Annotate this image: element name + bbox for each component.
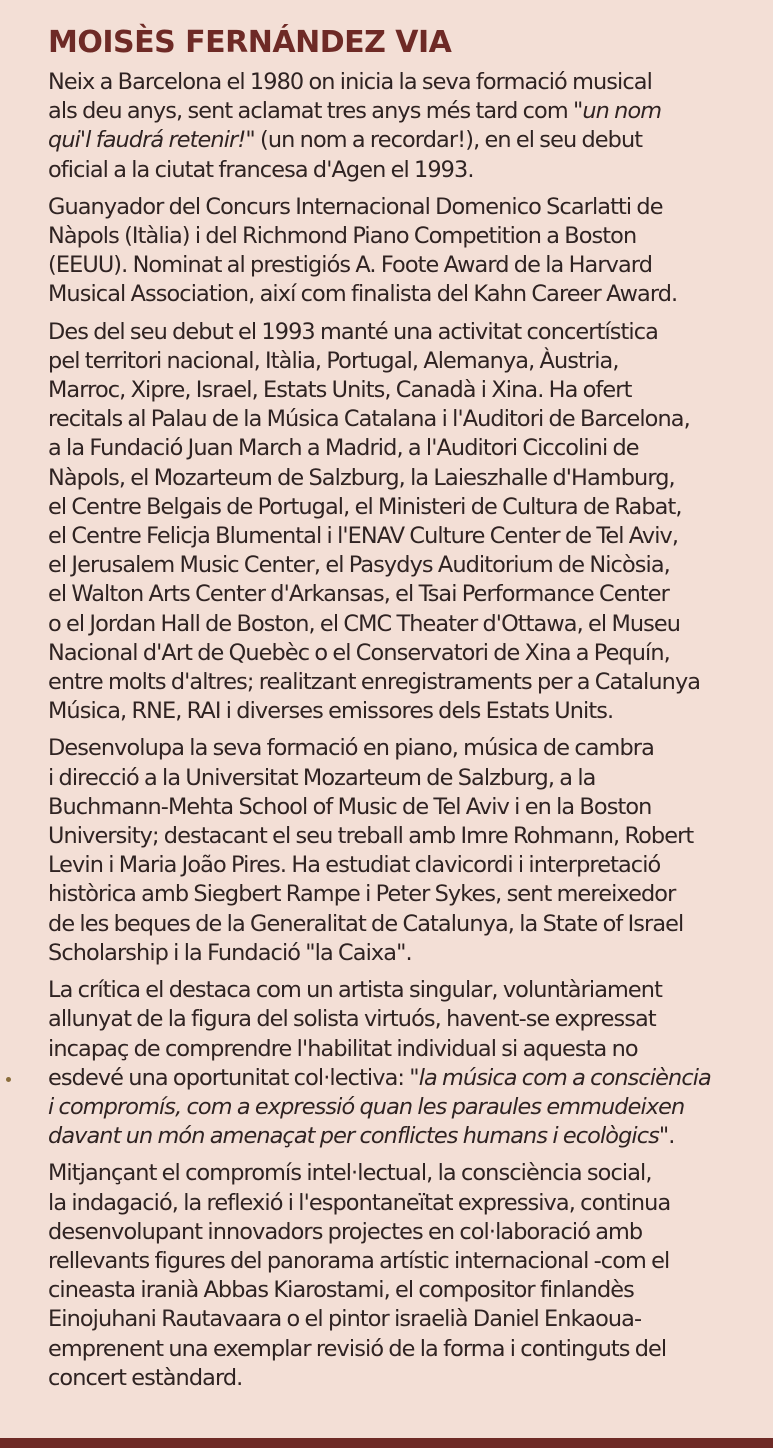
page-title: MOISÈS FERNÁNDEZ VIA [48, 25, 452, 60]
text-line: i direcció a la Universitat Mozarteum de Salzburg, a la [48, 764, 596, 791]
paragraph-awards [48, 193, 720, 310]
text-line: Des del seu debut el 1993 manté una activitat concertística [48, 318, 658, 345]
text-line: o el Jordan Hall de Boston, el CMC Theater d'Ottawa, el Museu [48, 610, 681, 637]
text-line [48, 126, 720, 155]
text-line: Marroc, Xipre, Israel, Estats Units, Canadà i Xina. Ha ofert [48, 377, 632, 404]
quote-italic: qui'l faudrá retenir! [48, 127, 246, 154]
text-line: el Jerusalem Music Center, el Pasydys Auditorium de Nicòsia, [48, 552, 670, 579]
text-span: esdevé una oportunitat col·lectiva: " [48, 1064, 419, 1091]
text-line: oficial a la ciutat francesa d'Agen el 1993. [48, 156, 474, 183]
text-line: Levin i Maria João Pires. Ha estudiat clavicordi i interpretació [48, 852, 661, 879]
text-line: rellevants figures del panorama artístic internacional -com el [48, 1247, 670, 1274]
text-line: emprenent una exemplar revisió de la forma i continguts del [48, 1335, 667, 1362]
text-line: allunyat de la figura del solista virtuós, havent-se expressat [48, 1006, 656, 1033]
quote-italic: la música com a consciència [418, 1064, 711, 1091]
text-line: Guanyador del Concurs Internacional Domenico Scarlatti de [48, 193, 663, 220]
quote-italic: davant un món amenaçat per conflictes humans i ecològics [48, 1123, 659, 1150]
biography-body [48, 68, 720, 1401]
text-line [48, 1093, 720, 1122]
text-line: Musical Association, així com finalista del Kahn Career Award. [48, 281, 678, 308]
text-line: cineasta iranià Abbas Kiarostami, el compositor finlandès [48, 1277, 634, 1304]
quote-italic: i compromís, com a expressió quan les paraules emmudeixen [48, 1093, 685, 1120]
text-line: (EEUU). Nominat al prestigiós A. Foote Award de la Harvard [48, 252, 653, 279]
text-line [48, 1064, 720, 1093]
text-line: Scholarship i la Fundació "la Caixa". [48, 939, 412, 966]
text-line: històrica amb Siegbert Rampe i Peter Sykes, sent mereixedor [48, 881, 676, 908]
text-line: Neix a Barcelona el 1980 on inicia la seva formació musical [48, 69, 652, 95]
text-span: " (un nom a recordar!), en el seu debut [245, 127, 643, 154]
paragraph-projects [48, 1159, 720, 1393]
text-line: Nàpols (Itàlia) i del Richmond Piano Competition a Boston [48, 223, 637, 250]
text-line: Mitjançant el compromís intel·lectual, la consciència social, [48, 1160, 652, 1187]
text-line: University; destacant el seu treball amb Imre Rohmann, Robert [48, 823, 694, 850]
text-line: a la Fundació Juan March a Madrid, a l'Auditori Ciccolini de [48, 435, 639, 462]
paper-speck [6, 1077, 11, 1082]
text-line: recitals al Palau de la Música Catalana i l'Auditori de Barcelona, [48, 406, 690, 433]
paragraph-concerts [48, 318, 720, 727]
bottom-border-bar [0, 1438, 773, 1448]
text-line: Buchmann-Mehta School of Music de Tel Aviv i en la Boston [48, 793, 652, 820]
text-line: La crítica el destaca com un artista singular, voluntàriament [48, 977, 662, 1004]
text-line: desenvolupant innovadors projectes en col·laboració amb [48, 1218, 643, 1245]
text-line: de les beques de la Generalitat de Catalunya, la State of Israel [48, 910, 684, 937]
paragraph-critics [48, 976, 720, 1151]
text-line: el Centre Felicja Blumental i l'ENAV Culture Center de Tel Aviv, [48, 523, 679, 550]
text-line [48, 97, 720, 126]
quote-italic: un nom [582, 98, 662, 125]
text-line: entre molts d'altres; realitzant enregistraments per a Catalunya [48, 669, 701, 696]
text-line: el Walton Arts Center d'Arkansas, el Tsai Performance Center [48, 581, 669, 608]
text-line [48, 1122, 720, 1151]
text-line: incapaç de comprendre l'habilitat individual si aquesta no [48, 1035, 638, 1062]
text-line: Desenvolupa la seva formació en piano, música de cambra [48, 735, 654, 762]
paragraph-early-life [48, 68, 720, 185]
text-line: pel territori nacional, Itàlia, Portugal, Alemanya, Àustria, [48, 347, 619, 374]
text-line: el Centre Belgais de Portugal, el Ministeri de Cultura de Rabat, [48, 493, 682, 520]
text-line: Nacional d'Art de Quebèc o el Conservatori de Xina a Pequín, [48, 639, 670, 666]
text-line: Nàpols, el Mozarteum de Salzburg, la Laieszhalle d'Hamburg, [48, 464, 675, 491]
text-line: Música, RNE, RAI i diverses emissores dels Estats Units. [48, 698, 614, 725]
text-span: als deu anys, sent aclamat tres anys més tard com " [48, 98, 583, 125]
text-line: concert estàndard. [48, 1364, 243, 1391]
text-span: ". [658, 1123, 675, 1150]
paragraph-education [48, 734, 720, 968]
text-line: la indagació, la reflexió i l'espontaneïtat expressiva, continua [48, 1189, 671, 1216]
text-line: Einojuhani Rautavaara o el pintor israelià Daniel Enkaoua- [48, 1306, 642, 1333]
